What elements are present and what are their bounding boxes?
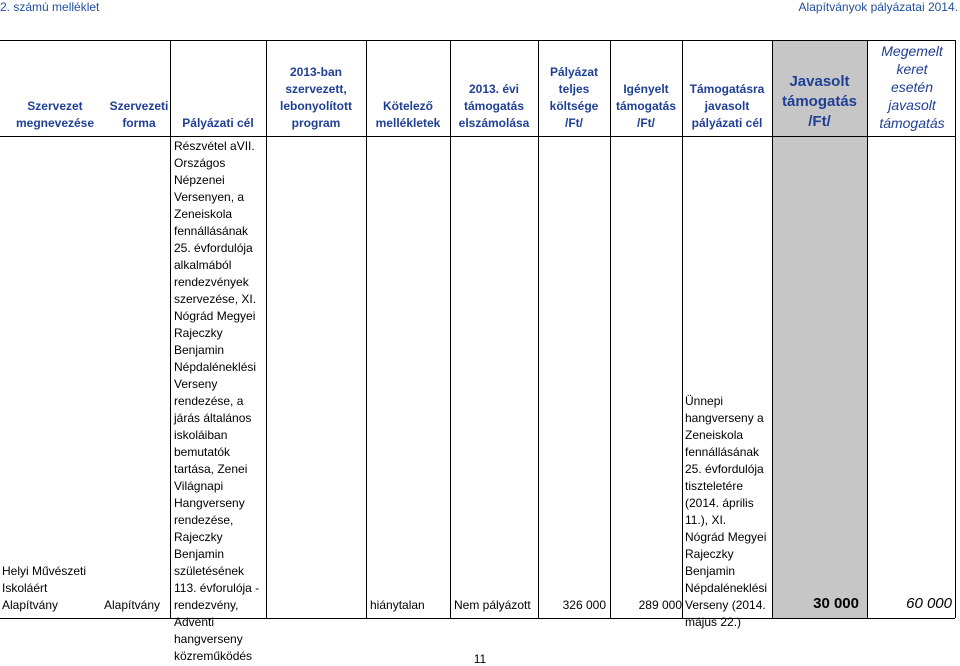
column-divider <box>955 40 956 618</box>
top-bar <box>0 0 960 14</box>
header-program-2013: 2013-ban szervezett, lebonyolított program <box>280 65 352 130</box>
column-divider <box>366 40 367 618</box>
header-settlement-2013: 2013. évi támogatás elszámolása <box>458 82 530 130</box>
column-divider <box>538 40 539 618</box>
header-recommended-amount: Javasolt támogatás /Ft/ <box>781 73 858 130</box>
column-divider <box>266 40 267 618</box>
header-increased-amount: Megemelt keret esetén javasolt támogatás <box>879 43 945 131</box>
table-bottom-border <box>0 618 955 619</box>
header-recommended-goal: Támogatásra javasolt pályázati cél <box>689 82 765 130</box>
document-title: Alapítványok pályázatai 2014. <box>798 0 958 14</box>
column-divider <box>170 40 171 618</box>
organization-form: Alapítvány <box>104 598 161 612</box>
table-top-border <box>0 40 955 41</box>
recommended-goal: Ünnepi hangverseny a Zeneiskola fennállásának 25. évfordulója tiszteletére (2014. április 11.), XI. Nógrád Megyei Rajeczky Benjamin Népdaléneklési Verseny (2014. május 22.) <box>685 394 768 629</box>
header-form: Szervezeti forma <box>109 99 169 130</box>
header-goal: Pályázati cél <box>182 116 254 130</box>
recommended-amount: 30 000 <box>813 595 859 612</box>
requested-amount: 289 000 <box>638 598 682 612</box>
header-attachments: Kötelező mellékletek <box>375 99 441 130</box>
annex-label: 2. számú melléklet <box>0 0 100 14</box>
attachments-status: hiánytalan <box>370 598 425 612</box>
column-divider <box>682 40 683 618</box>
total-cost: 326 000 <box>562 598 606 612</box>
increased-amount: 60 000 <box>906 595 952 612</box>
header-organization: Szervezet megnevezése <box>15 99 95 130</box>
header-requested: Igényelt támogatás /Ft/ <box>615 82 677 130</box>
page-number: 11 <box>473 652 487 666</box>
organization-name: Helyi Művészeti Iskoláért Alapítvány <box>2 564 87 612</box>
application-goal: Részvétel aVII. Országos Népzenei Versenyen, a Zeneiskola fennállásának 25. évfordulója alkalmából rendezvények szervezése, XI. Nógrád Megyei Rajeczky Benjamin Népdaléneklési Verseny rendezése, a járás általános iskoláiban bemutatók tartása, Zenei Világnapi Hangverseny rendezése, Rajeczky Benjamin születésének 113. évforulója - rendezvény, Adventi hangverseny közreműködés <box>174 139 260 663</box>
column-divider <box>867 40 868 618</box>
column-divider <box>610 40 611 618</box>
column-divider <box>450 40 451 618</box>
settlement-2013: Nem pályázott <box>454 598 531 612</box>
header-bottom-border <box>0 136 955 137</box>
header-total-cost: Pályázat teljes költsége /Ft/ <box>549 65 599 130</box>
